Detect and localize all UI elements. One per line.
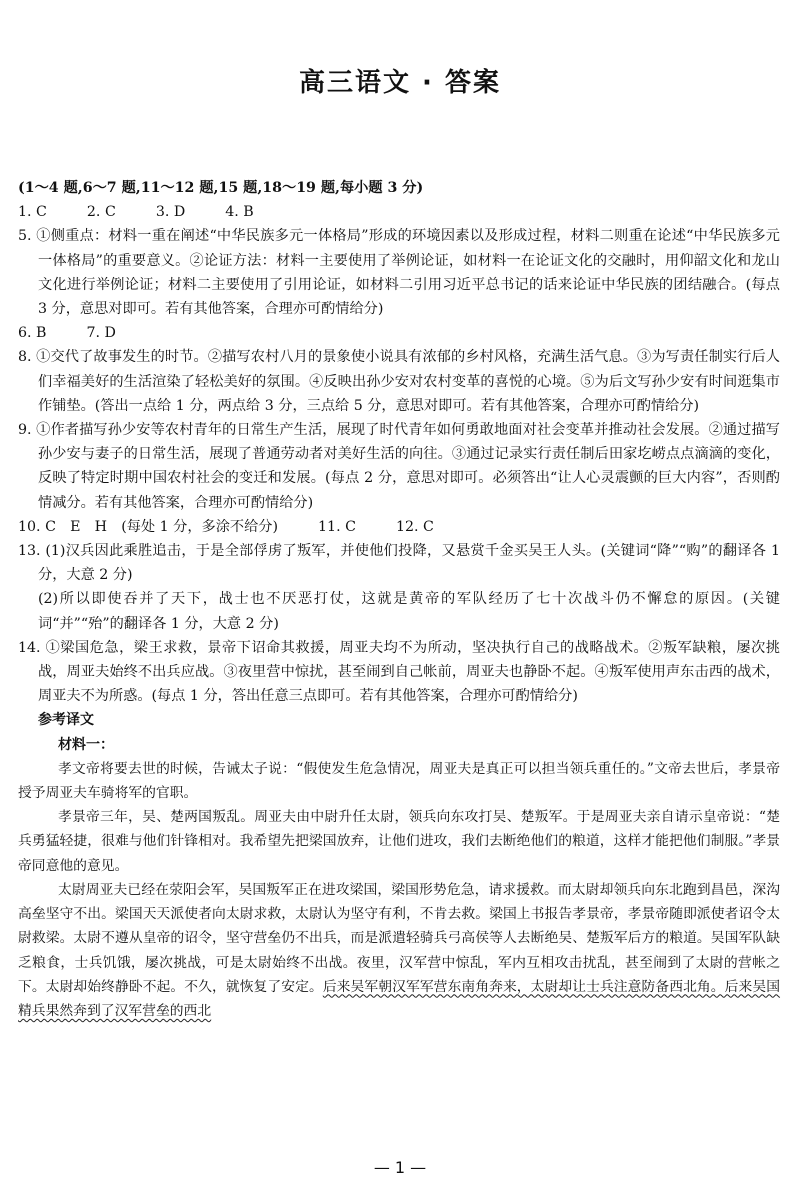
translation-paragraph-2: 孝景帝三年，吴、楚两国叛乱。周亚夫由中尉升任太尉，领兵向东攻打吴、楚叛军。于是周亚夫亲自请示皇帝说：“楚兵勇猛轻捷，很难与他们针锋相对。我希望先把梁国放弃，让他们进攻，我们去断绝他们的粮道，这样才能把他们制服。”孝景帝同意他的意见。 — [18, 809, 780, 874]
answer-10: 10. C E H (每处 1 分，多涂不给分) — [18, 518, 279, 535]
answer-2: 2. C — [86, 204, 116, 221]
answer-13-1: 13. (1)汉兵因此乘胜追击，于是全部俘虏了叛军，并使他们投降，又悬赏千金买吴王人头。(关键词“降”“购”的翻译各 1 分，大意 2 分) — [18, 543, 780, 584]
answers-10-12 — [18, 515, 780, 539]
translation-paragraph-3 — [18, 878, 780, 1023]
translation-paragraph-1: 孝文帝将要去世的时候，告诫太子说：“假使发生危急情况，周亚夫是真正可以担当领兵重任的。”文帝去世后，孝景帝授予周亚夫车骑将军的官职。 — [18, 760, 780, 802]
material-one-heading: 材料一： — [58, 736, 114, 753]
answer-6: 6. B — [18, 325, 47, 342]
answer-12: 12. C — [395, 518, 434, 535]
answer-4: 4. B — [225, 204, 254, 221]
answer-13-2: (2)所以即使吞并了天下，战士也不厌恶打仗，这就是黄帝的军队经历了七十次战斗仍不懈怠的原因。(关键词“并”“殆”的翻译各 1 分，大意 2 分) — [38, 591, 780, 632]
answer-9: 9. ①作者描写孙少安等农村青年的日常生产生活，展现了时代青年如何勇敢地面对社会变革并推动社会发展。②通过描写孙少安与妻子的日常生活，展现了普通劳动者对美好生活的向往。③通过记录实行责任制后田家圪崂点点滴滴的变化，反映了特定时期中国农村社会的变迁和发展。(每点 2 分，意思对即可。必须答出“让人心灵震颤的巨大内容”，否则酌情减分。若有其他答案，合理亦可酌情给分) — [18, 422, 780, 511]
score-note: (1～4 题,6～7 题,11～12 题,15 题,18～19 题,每小题 3 分) — [18, 180, 424, 196]
answers-1-4 — [18, 200, 780, 224]
page-title: 高三语文 · 答案 — [299, 68, 501, 98]
translation-paragraph-3-text: 太尉周亚夫已经在荥阳会军，吴国叛军正在进攻梁国，梁国形势危急，请求援救。而太尉却领兵向东北跑到昌邑，深沟高垒坚守不出。梁国天天派使者向太尉求救，太尉认为坚守有利，不肯去救。梁国上书报告孝景帝，孝景帝随即派使者诏令太尉救梁。太尉不遵从皇帝的诏令，坚守营垒仍不出兵，而是派遣轻骑兵弓高侯等人去断绝吴、楚叛军后方的粮道。吴国军队缺乏粮食，士兵饥饿，屡次挑战，可是太尉始终不出战。夜里，汉军营中惊乱，军内互相攻击扰乱，甚至闹到了太尉的营帐之下。太尉却始终静卧不起。不久，就恢复了安定。 — [18, 881, 780, 995]
wavy-underlined-text: 后来吴军朝汉军军营东南角奔来，太尉却让士兵注意防备西北角。后来吴国精兵果然奔到了汉军营垒的西北 — [18, 978, 781, 1019]
answer-7: 7. D — [86, 325, 116, 342]
answer-8: 8. ①交代了故事发生的时节。②描写农村八月的景象使小说具有浓郁的乡村风格，充满生活气息。③为写责任制实行后人们幸福美好的生活渲染了轻松美好的氛围。④反映出孙少安对农村变革的喜悦的心境。⑤为后文写孙少安有时间逛集市作铺垫。(答出一点给 1 分，两点给 3 分，三点给 5 分，意思对即可。若有其他答案，合理亦可酌情给分) — [18, 349, 780, 414]
answer-3: 3. D — [155, 204, 186, 221]
answer-11: 11. C — [318, 518, 356, 535]
answer-1: 1. C — [18, 204, 47, 221]
answer-5: 5. ①侧重点：材料一重在阐述“中华民族多元一体格局”形成的环境因素以及形成过程，材料二则重在论述“中华民族多元一体格局”的重要意义。②论证方法：材料一主要使用了举例论证，如材料一在论证文化的交融时，用仰韶文化和龙山文化进行举例论证；材料二主要使用了引用论证，如材料二引用习近平总书记的话来论证中华民族的团结融合。(每点 3 分，意思对即可。若有其他答案，合理亦可酌情给分) — [18, 228, 780, 318]
answer-content — [18, 176, 780, 1023]
answers-6-7 — [18, 321, 780, 345]
reference-translation-heading: 参考译文 — [38, 712, 94, 729]
page-number: — 1 — — [373, 1158, 427, 1177]
answer-14: 14. ①梁国危急，梁王求救，景帝下诏命其救援，周亚夫均不为所动，坚决执行自己的战略战术。②叛军缺粮，屡次挑战，周亚夫始终不出兵应战。③夜里营中惊扰，甚至闹到自己帐前，周亚夫也静卧不起。④叛军使用声东击西的战术，周亚夫不为所惑。(每点 1 分，答出任意三点即可。若有其他答案，合理亦可酌情给分) — [18, 639, 780, 705]
